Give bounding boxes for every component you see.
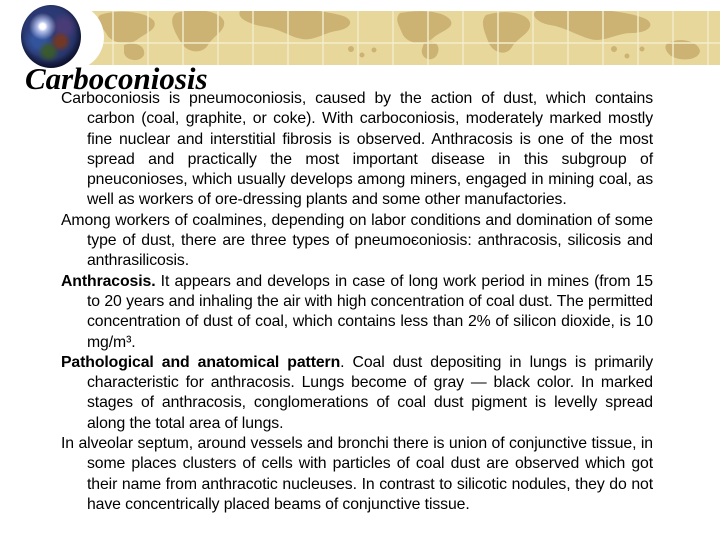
world-map-banner: [58, 11, 720, 65]
slide-body: [61, 89, 653, 515]
paragraph-lead-bold: Pathological and anatomical pattern: [61, 353, 341, 371]
paragraph-text: . Coal dust depositing in lungs is primarily characteristic for anthracosis. Lungs become of gray — black color. In marked stages of anthracosis, conglomerations of coal dust pigment is levelly spread along the total area of lungs.: [87, 353, 654, 432]
slide-title: Carboconiosis: [25, 61, 208, 96]
globe-icon: [21, 5, 81, 68]
paragraph-alveolar-septum: [61, 434, 653, 515]
paragraph-lead-bold: Anthracosis.: [61, 272, 156, 290]
paragraph-carboconiosis-intro: [61, 89, 653, 211]
world-map-pattern: [58, 11, 720, 65]
paragraph-text: Among workers of coalmines, depending on labor conditions and domination of some type of dust, there are three types of pneumoєoniosis: anthracosis, silicosis and anthrasilicosis.: [61, 211, 653, 270]
paragraph-coalmine-workers: [61, 211, 653, 272]
continent-shapes: [98, 11, 700, 60]
paragraph-text: Carboconiosis is pneumoconiosis, caused by the action of dust, which contains carbon (coal, graphite, or coke). With carboconiosis, moderately marked mostly fine nuclear and interstitial fibrosis is observed. Anthracosis is one of the most spread and practically the most important disease in this subgroup of pneuconioses, which usually develops among miners, engaged in mining coal, as well as workers of ore-dressing plants and some other manufactories.: [61, 90, 653, 209]
paragraph-text: In alveolar septum, around vessels and bronchi there is union of conjunctive tissue, in some places clusters of cells with particles of coal dust are observed which got their name from anthracotic nucleuses. In contrast to silicotic nodules, they do not have concentrically placed beams of conjunctive tissue.: [61, 435, 653, 513]
paragraph-anthracosis: [61, 272, 653, 353]
paragraph-pathological-pattern: [61, 353, 653, 434]
paragraph-text: It appears and develops in case of long work period in mines (from 15 to 20 years and inhaling the air with high concentration of coal dust. The permitted concentration of dust of coal, which contains less than 2% of silicon dioxide, is 10 mg/m³.: [87, 272, 653, 351]
